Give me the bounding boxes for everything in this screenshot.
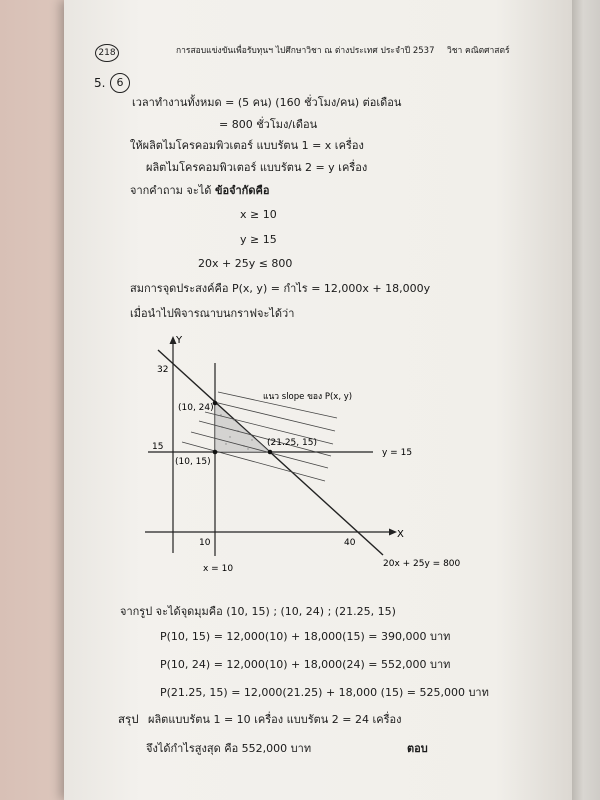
- label-point-10-24: (10, 24): [178, 403, 214, 413]
- summary-label: สรุป: [118, 712, 139, 726]
- profit-at-10-15: P(10, 15) = 12,000(10) + 18,000(15) = 390,000 บาท: [160, 630, 451, 643]
- y-tick-32: 32: [157, 365, 169, 375]
- x-axis-label: X: [397, 529, 404, 540]
- profit-at-10-24: P(10, 24) = 12,000(10) + 18,000(24) = 552,000 บาท: [160, 658, 451, 671]
- corner-points-line: จากรูป จะได้จุดมุมคือ (10, 15) ; (10, 24) ; (21.25, 15): [120, 605, 396, 618]
- constraints-intro-bold: ข้อจำกัดคือ: [214, 184, 270, 197]
- page-number: 218: [95, 44, 119, 62]
- let-x-line: ให้ผลิตไมโครคอมพิวเตอร์ แบบรัตน 1 = x เครื่อง: [130, 139, 364, 152]
- x-tick-40: 40: [344, 538, 356, 548]
- graph-intro: เมื่อนำไปพิจารณาบนกราฟจะได้ว่า: [130, 307, 295, 320]
- let-y-line: ผลิตไมโครคอมพิวเตอร์ แบบรัตน 2 = y เครื่อง: [146, 161, 368, 174]
- label-point-2125-15: (21.25, 15): [267, 438, 317, 448]
- answer-label: ตอบ: [407, 742, 428, 755]
- label-budget-line: 20x + 25y = 800: [383, 559, 461, 569]
- constraint-x: x ≥ 10: [240, 208, 277, 221]
- y-tick-15: 15: [152, 442, 164, 452]
- summary-text: ผลิตแบบรัตน 1 = 10 เครื่อง แบบรัตน 2 = 24 เครื่อง: [148, 713, 402, 726]
- work-hours-line-2: = 800 ชั่วโมง/เดือน: [219, 118, 318, 131]
- constraint-y: y ≥ 15: [240, 233, 277, 246]
- constraints-intro-text: จากคำถาม จะได้: [130, 184, 212, 197]
- label-point-10-15: (10, 15): [175, 457, 211, 467]
- profit-at-2125-15: P(21.25, 15) = 12,000(21.25) + 18,000 (15) = 525,000 บาท: [160, 686, 489, 699]
- constraint-budget: 20x + 25y ≤ 800: [198, 257, 293, 270]
- objective-function: สมการจุดประสงค์คือ P(x, y) = กำไร = 12,000x + 18,000y: [130, 282, 431, 295]
- subject-label: วิชา คณิตศาสตร์: [447, 46, 510, 56]
- work-hours-line-1: เวลาทำงานทั้งหมด = (5 คน) (160 ชั่วโมง/คน) ต่อเดือน: [132, 96, 402, 109]
- vertex-2125-15: [268, 450, 273, 455]
- label-x-equals-10: x = 10: [203, 564, 234, 574]
- x-tick-10: 10: [199, 538, 211, 548]
- x-axis-arrow: [389, 529, 397, 536]
- label-y-equals-15: y = 15: [382, 448, 413, 458]
- y-axis-label: Y: [176, 335, 183, 346]
- running-title: การสอบแข่งขันเพื่อรับทุนฯ ไปศึกษาวิชา ณ ต่างประเทศ ประจำปี 2537: [176, 46, 435, 56]
- conclusion-line: จึงได้กำไรสูงสุด คือ 552,000 บาท: [146, 742, 312, 755]
- answer-choice-circle: 6: [110, 73, 130, 93]
- slope-annotation: แนว slope ของ P(x, y): [263, 392, 353, 402]
- vertex-10-15: [213, 450, 218, 455]
- problem-number: 5.: [94, 76, 106, 90]
